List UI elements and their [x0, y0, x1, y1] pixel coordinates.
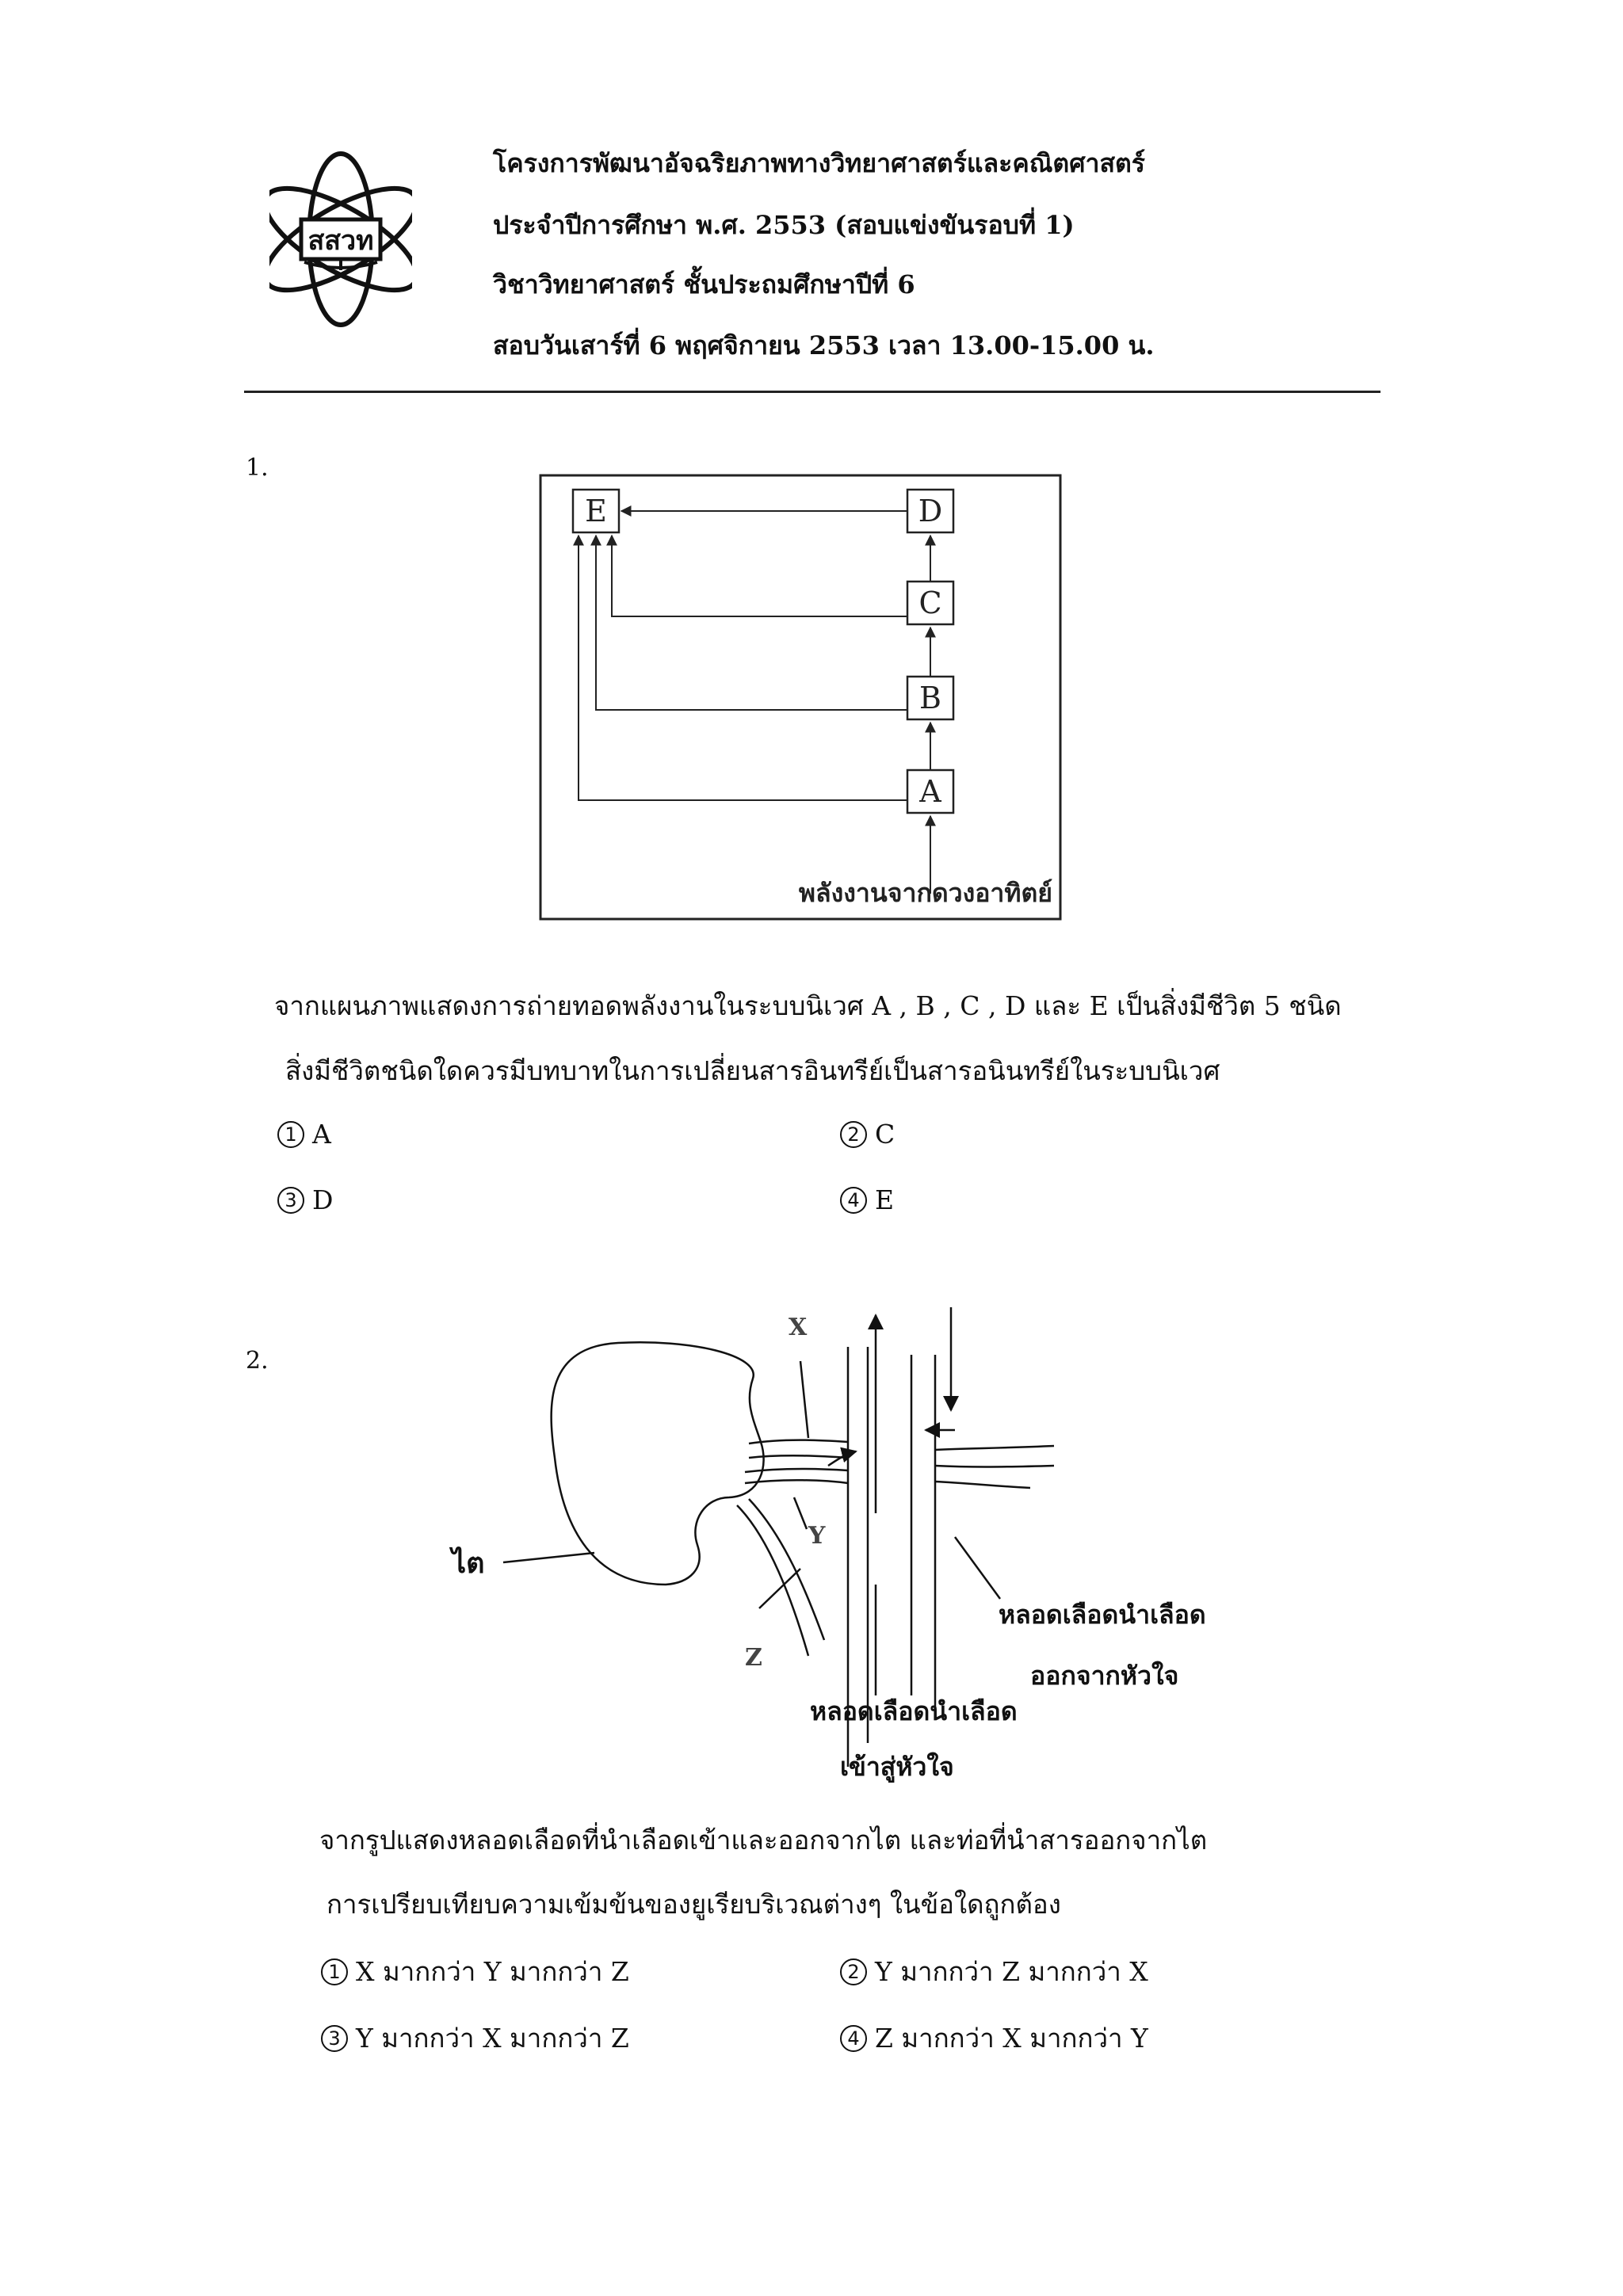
- option-number-icon: 3: [321, 2025, 348, 2052]
- right-renal-bottom: [935, 1466, 1054, 1467]
- q1-option-2[interactable]: [840, 1119, 895, 1150]
- header-line-1: โครงการพัฒนาอัจฉริยภาพทางวิทยาศาสตร์และคณิตศาสตร์: [493, 148, 1145, 178]
- kidney-pointer: [503, 1553, 594, 1562]
- vessel-in-label-2: เข้าสู่หัวใจ: [840, 1752, 954, 1782]
- q2-number: 2.: [246, 1347, 269, 1375]
- box-e-label: E: [585, 494, 607, 528]
- option-number-icon: 4: [840, 2025, 867, 2052]
- renal-artery-top: [745, 1469, 848, 1472]
- q2-option-1[interactable]: [321, 1951, 629, 1993]
- ureter-right: [749, 1499, 824, 1640]
- aorta-pointer: [955, 1537, 1000, 1599]
- option-number-icon: 1: [277, 1121, 304, 1148]
- vessel-out-label-1: หลอดเลือดนำเลือด: [999, 1600, 1206, 1630]
- vessel-out-label-2: ออกจากหัวใจ: [1030, 1661, 1179, 1691]
- diagram-frame: [540, 475, 1060, 919]
- box-d-label: D: [918, 494, 943, 528]
- header-divider: [244, 391, 1381, 393]
- box-b-label: B: [919, 681, 941, 715]
- option-text: Y มากกว่า X มากกว่า Z: [356, 2023, 629, 2054]
- q1-number: 1.: [246, 454, 269, 482]
- energy-flow-diagram: [539, 474, 1064, 922]
- option-number-icon: 3: [277, 1187, 304, 1214]
- vessel-in-label-1: หลอดเลือดนำเลือด: [810, 1696, 1018, 1726]
- y-pointer: [794, 1497, 807, 1529]
- header-line-2: ประจำปีการศึกษา พ.ศ. 2553 (สอบแข่งขันรอบที่ 1): [493, 210, 1075, 240]
- q1-text-2: สิ่งมีชีวิตชนิดใดควรมีบทบาทในการเปลี่ยนสารอินทรีย์เป็นสารอนินทรีย์ในระบบนิเวศ: [285, 1055, 1220, 1086]
- label-y: Y: [808, 1522, 826, 1550]
- renal-artery-bottom: [745, 1480, 848, 1483]
- option-text: Y มากกว่า Z มากกว่า X: [875, 1956, 1148, 1987]
- option-text: Z มากกว่า X มากกว่า Y: [875, 2023, 1148, 2054]
- logo-text: สสวท: [307, 225, 374, 257]
- q2-option-4[interactable]: [840, 2017, 1148, 2059]
- kidney-outline: [552, 1342, 764, 1585]
- option-number-icon: 2: [840, 1958, 867, 1985]
- option-text: D: [312, 1184, 334, 1215]
- q1-option-1[interactable]: [277, 1119, 331, 1150]
- right-renal-3: [935, 1482, 1030, 1488]
- label-z: Z: [745, 1644, 762, 1672]
- ipst-logo: [269, 147, 412, 333]
- box-c-label: C: [918, 585, 942, 620]
- flow-vein-arrow: [828, 1451, 856, 1466]
- option-number-icon: 2: [840, 1121, 867, 1148]
- option-number-icon: 1: [321, 1958, 348, 1985]
- renal-vein-bottom: [749, 1455, 848, 1458]
- option-text: E: [875, 1184, 895, 1215]
- q2-option-3[interactable]: [321, 2017, 629, 2059]
- q1-text-1: จากแผนภาพแสดงการถ่ายทอดพลังงานในระบบนิเวศ A , B , C , D และ E เป็นสิ่งมีชีวิต 5 ชนิด: [274, 990, 1342, 1021]
- box-a-label: A: [919, 774, 941, 809]
- right-renal-top: [935, 1446, 1054, 1450]
- sun-energy-label: พลังงานจากดวงอาทิตย์: [798, 878, 1052, 908]
- option-text: C: [875, 1119, 896, 1150]
- renal-vein-top: [749, 1440, 848, 1444]
- label-x: X: [789, 1314, 808, 1341]
- q2-option-2[interactable]: [840, 1951, 1148, 1993]
- q2-text-2: การเปรียบเทียบความเข้มข้นของยูเรียบริเวณต่างๆ ในข้อใดถูกต้อง: [327, 1889, 1061, 1920]
- option-number-icon: 4: [840, 1187, 867, 1214]
- option-text: A: [312, 1119, 331, 1150]
- q1-option-4[interactable]: [840, 1184, 894, 1215]
- q1-option-3[interactable]: [277, 1184, 333, 1215]
- header-line-4: สอบวันเสาร์ที่ 6 พฤศจิกายน 2553 เวลา 13.00-15.00 น.: [493, 330, 1155, 360]
- q2-text-1: จากรูปแสดงหลอดเลือดที่นำเลือดเข้าและออกจากไต และท่อที่นำสารออกจากไต: [319, 1825, 1208, 1855]
- option-text: X มากกว่า Y มากกว่า Z: [356, 1956, 629, 1987]
- x-pointer: [800, 1361, 808, 1438]
- kidney-label: ไต: [452, 1547, 485, 1580]
- header-line-3: วิชาวิทยาศาสตร์ ชั้นประถมศึกษาปีที่ 6: [493, 269, 915, 299]
